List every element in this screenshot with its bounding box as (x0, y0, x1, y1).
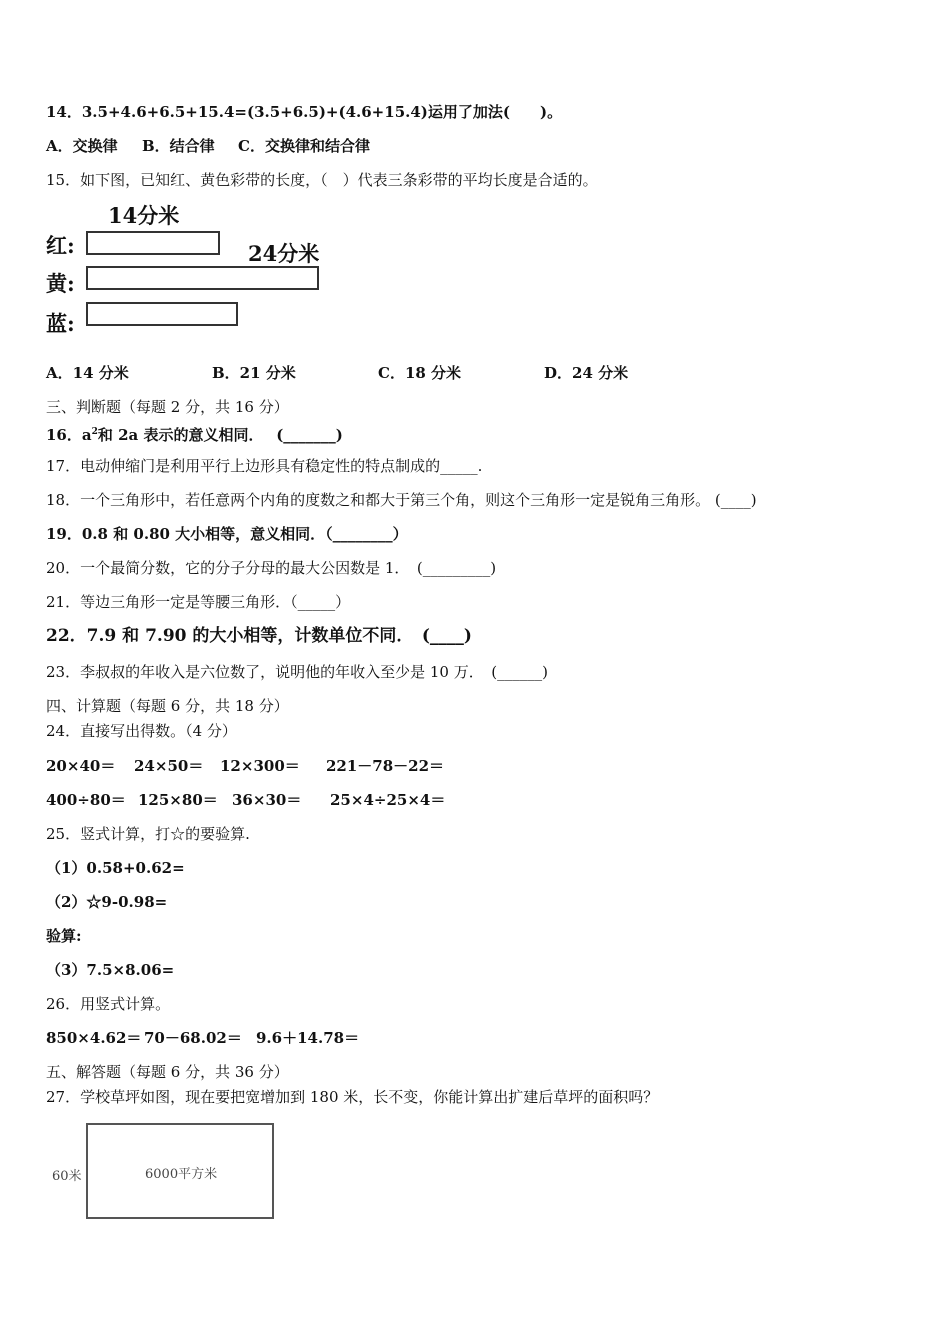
q25-part-2: （2）☆9-0.98= (46, 893, 168, 911)
q16-variable: a (81, 426, 92, 444)
q26-item-1: 850×4.62＝ (46, 1029, 142, 1047)
q16-text: 和 2a 表示的意义相同． (_______) (97, 426, 343, 444)
q24-calc-4: 221－78－22＝ (326, 757, 445, 775)
section-3-heading: 三、判断题（每题 2 分，共 16 分） (46, 398, 289, 416)
q14-option-a: A．交换律 (46, 137, 118, 155)
q15-option-b: B．21 分米 (212, 364, 296, 382)
section-4-heading: 四、计算题（每题 6 分，共 18 分） (46, 697, 289, 715)
q24-calc-5: 400÷80＝ (46, 791, 126, 809)
q14-stem: 14．3.5+4.6+6.5+15.4=(3.5+6.5)+(4.6+15.4)运用了加法( )。 (46, 103, 563, 121)
red-ribbon-bar (86, 231, 220, 255)
q26-item-2: 70－68.02＝ (144, 1029, 242, 1047)
q21: 21．等边三角形一定是等腰三角形．（_____） (46, 593, 351, 611)
q27-stem: 27．学校草坪如图，现在要把宽增加到 180 米，长不变，你能计算出扩建后草坪的面积吗？ (46, 1088, 659, 1106)
q24-calc-2: 24×50＝ (134, 757, 204, 775)
q14-option-c: C．交换律和结合律 (238, 137, 370, 155)
q25-stem: 25．竖式计算，打☆的要验算. (46, 825, 250, 843)
lawn-area-label: 6000平方米 (145, 1167, 218, 1182)
q15-option-a: A．14 分米 (46, 364, 129, 382)
q15-option-c: C．18 分米 (378, 364, 462, 382)
red-label: 红: (46, 233, 75, 258)
blue-label: 蓝: (46, 311, 75, 336)
q24-calc-8: 25×4÷25×4＝ (330, 791, 446, 809)
red-length-label: 14分米 (108, 203, 180, 228)
q15-stem: 15．如下图，已知红、黄色彩带的长度，（ ）代表三条彩带的平均长度是合适的。 (46, 171, 598, 189)
q25-part-1: （1）0.58+0.62= (46, 859, 185, 877)
q24-calc-6: 125×80＝ (138, 791, 218, 809)
q17: 17．电动伸缩门是利用平行上边形具有稳定性的特点制成的_____. (46, 457, 483, 475)
q20: 20．一个最简分数，它的分子分母的最大公因数是 1． (_________) (46, 559, 497, 577)
q16-number: 16． (46, 426, 82, 444)
section-5-heading: 五、解答题（每题 6 分，共 36 分） (46, 1063, 289, 1081)
q14-option-b: B．结合律 (142, 137, 215, 155)
q24-calc-1: 20×40＝ (46, 757, 116, 775)
q24-calc-3: 12×300＝ (220, 757, 300, 775)
yellow-length-label: 24分米 (248, 241, 320, 266)
blue-ribbon-bar (86, 302, 238, 326)
yellow-label: 黄: (46, 271, 75, 296)
q23: 23．李叔叔的年收入是六位数了，说明他的年收入至少是 10 万． (______) (46, 663, 548, 681)
q22: 22．7.9 和 7.90 的大小相等，计数单位不同． (____) (46, 626, 472, 646)
q15-option-d: D．24 分米 (544, 364, 629, 382)
yellow-ribbon-bar (86, 266, 319, 290)
q16 (46, 422, 343, 445)
q16-exponent: 2 (91, 427, 98, 437)
q25-check-label: 验算: (46, 927, 82, 945)
q26-item-3: 9.6＋14.78＝ (256, 1029, 360, 1047)
q18: 18．一个三角形中，若任意两个内角的度数之和都大于第三个角，则这个三角形一定是锐角三角形。 (____) (46, 491, 757, 509)
lawn-width-label: 60米 (52, 1169, 82, 1184)
q26-stem: 26．用竖式计算。 (46, 995, 171, 1013)
q24-calc-7: 36×30＝ (232, 791, 302, 809)
q19: 19．0.8 和 0.80 大小相等，意义相同．（________） (46, 525, 408, 543)
q24-stem: 24．直接写出得数。（4 分） (46, 722, 237, 740)
q25-part-3: （3）7.5×8.06= (46, 961, 175, 979)
